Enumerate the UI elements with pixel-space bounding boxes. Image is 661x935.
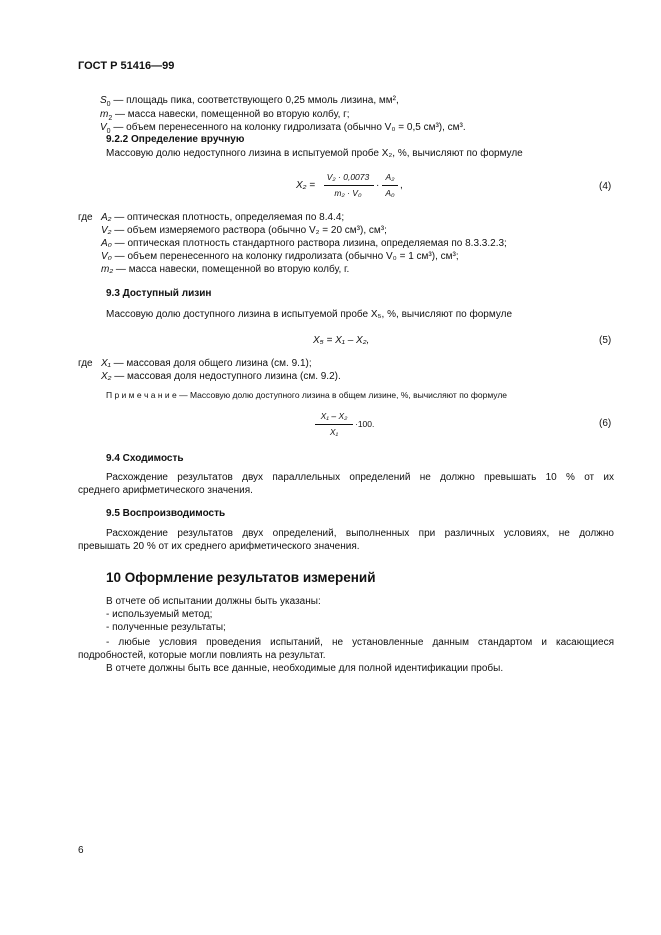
var-symbol: A₀ xyxy=(101,238,112,249)
var-line xyxy=(101,250,459,263)
paragraph: Массовую долю недоступного лизина в испытуемой пробе X₂, %, вычисляют по формуле xyxy=(106,148,523,159)
fraction-bar xyxy=(324,185,374,186)
note-label: П р и м е ч а н и е xyxy=(106,390,177,400)
section-heading-10: 10 Оформление результатов измерений xyxy=(106,570,376,585)
var-subscript: 0 xyxy=(106,128,111,135)
list-item: - используемый метод; xyxy=(106,609,213,620)
paragraph-line: Расхождение результатов двух определений, выполненных при различных условиях, не должно xyxy=(106,528,614,539)
formula-comma: , xyxy=(400,180,403,191)
doc-header: ГОСТ Р 51416—99 xyxy=(78,60,175,72)
var-desc: — массовая доля недоступного лизина (см. 9.2). xyxy=(111,371,341,382)
var-subscript: 0 xyxy=(106,101,111,108)
equation-number: (4) xyxy=(599,181,612,192)
var-desc: — массовая доля общего лизина (см. 9.1); xyxy=(110,358,312,369)
var-symbol: X₂ xyxy=(101,371,112,382)
var-desc: — объем измеряемого раствора (обычно V₂ = 20 см³), см³; xyxy=(111,225,387,236)
var-desc: — масса навески, помещенной во вторую колбу, г; xyxy=(112,109,350,120)
formula-numerator: X₁ – X₂ xyxy=(320,411,348,421)
fraction-bar xyxy=(382,185,398,186)
var-desc: — масса навески, помещенной во вторую колбу, г. xyxy=(113,264,350,275)
var-symbol: S xyxy=(100,95,107,106)
var-symbol: X₁ xyxy=(101,358,111,369)
var-symbol: m₂ xyxy=(101,264,114,275)
var-desc: — площадь пика, соответствующего 0,25 ммоль лизина, мм², xyxy=(110,95,399,106)
formula-denominator: X₁ xyxy=(329,427,339,437)
var-line xyxy=(100,94,399,107)
var-symbol: m xyxy=(100,109,109,120)
var-line xyxy=(101,370,341,383)
list-item: - полученные результаты; xyxy=(106,622,226,633)
formula-numerator: V₂ · 0,0073 xyxy=(326,172,370,182)
section-heading-9-2-2: 9.2.2 Определение вручную xyxy=(106,134,245,145)
var-symbol: A₂ xyxy=(101,212,112,223)
paragraph-line: В отчете должны быть все данные, необходимые для полной идентификации пробы. xyxy=(106,663,504,674)
var-line xyxy=(101,357,312,370)
equation-number: (5) xyxy=(599,335,612,346)
formula-denominator: m₂ · V₀ xyxy=(334,188,362,198)
note-text: — Массовую долю доступного лизина в общем лизине, %, вычисляют по формуле xyxy=(176,390,508,400)
var-desc: — объем перенесенного на колонку гидролизата (обычно V₀ = 1 см³), см³; xyxy=(111,251,459,262)
formula-numerator: A₂ xyxy=(385,172,395,182)
var-symbol: V₀ xyxy=(101,251,112,262)
var-desc: — оптическая плотность стандартного раствора лизина, определяемая по 8.3.3.2.3; xyxy=(111,238,507,249)
paragraph-line: В отчете об испытании должны быть указаны: xyxy=(106,596,321,607)
formula-dot: · xyxy=(376,180,380,191)
var-line xyxy=(100,108,350,121)
equation-number: (6) xyxy=(599,418,612,429)
page-number: 6 xyxy=(78,845,84,856)
list-item: - любые условия проведения испытаний, не установленные данным стандартом и касающиеся xyxy=(106,637,614,648)
var-symbol: V xyxy=(100,122,107,133)
fraction-bar xyxy=(315,424,353,425)
var-line xyxy=(101,263,349,276)
note-line xyxy=(106,390,507,401)
formula-5: X₅ = X₁ – X₂, xyxy=(313,335,370,346)
var-desc: — объем перенесенного на колонку гидролизата (обычно V₀ = 0,5 см³), см³. xyxy=(110,122,466,133)
var-line xyxy=(101,237,507,250)
paragraph-line: превышать 20 % от их среднего арифметического значения. xyxy=(78,541,360,552)
var-desc: — оптическая плотность, определяемая по 8.4.4; xyxy=(111,212,345,223)
formula-tail: ·100. xyxy=(355,419,375,429)
formula-denominator: A₀ xyxy=(385,188,395,198)
section-heading-9-4: 9.4 Сходимость xyxy=(106,453,184,464)
formula-lhs: X₂ = xyxy=(296,180,316,191)
var-symbol: V₂ xyxy=(101,225,112,236)
paragraph: Массовую долю доступного лизина в испытуемой пробе X₅, %, вычисляют по формуле xyxy=(106,309,513,320)
section-heading-9-3: 9.3 Доступный лизин xyxy=(106,288,212,299)
where-label: где xyxy=(78,212,93,223)
var-subscript: 2 xyxy=(108,115,113,122)
var-line xyxy=(101,211,344,224)
where-label: где xyxy=(78,358,93,369)
var-line xyxy=(101,224,387,237)
section-heading-9-5: 9.5 Воспроизводимость xyxy=(106,508,226,519)
paragraph-line: Расхождение результатов двух параллельных определений не должно превышать 10 % от их xyxy=(106,472,614,483)
paragraph-line: среднего арифметического значения. xyxy=(78,485,253,496)
paragraph-line: подробностей, которые могли повлиять на результат. xyxy=(78,650,326,661)
